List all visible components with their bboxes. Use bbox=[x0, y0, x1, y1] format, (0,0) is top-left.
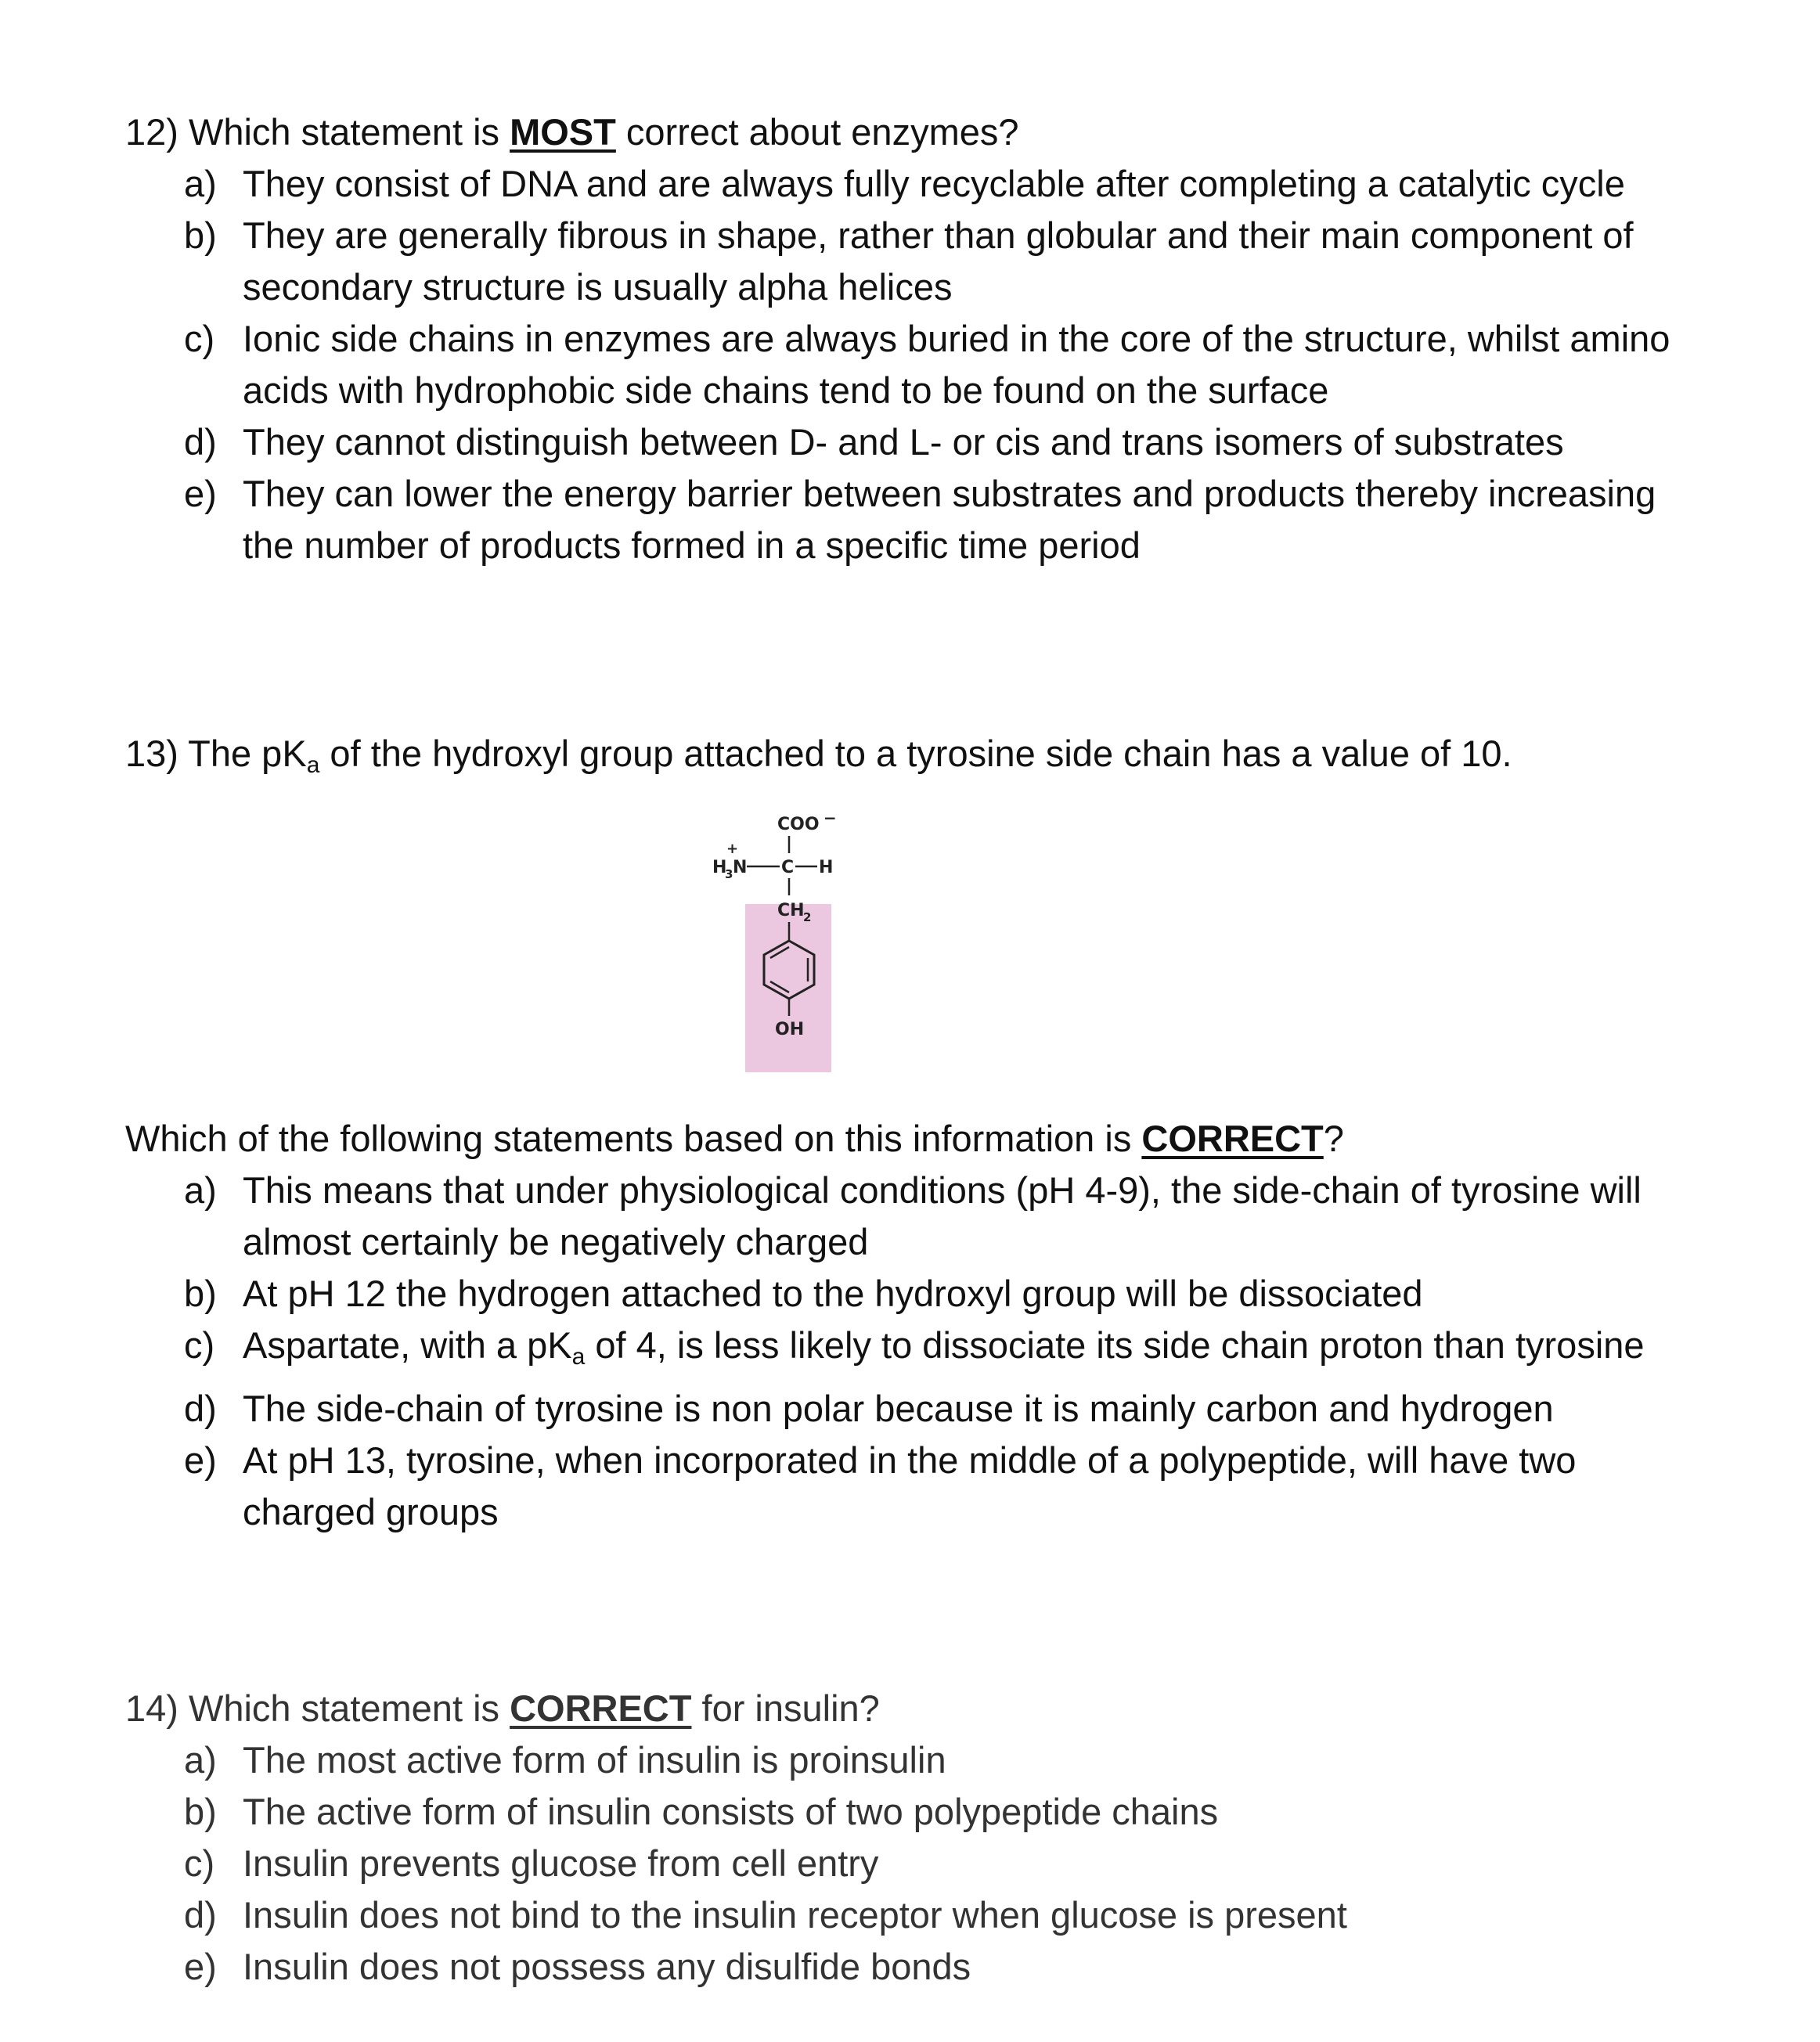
option-text: They cannot distinguish between D- and L- or cis and trans isomers of substrates bbox=[243, 421, 1564, 463]
option-a bbox=[125, 1734, 1691, 1786]
ch2-subscript: 2 bbox=[803, 910, 812, 924]
stem-text: 12) Which statement is bbox=[125, 111, 510, 153]
stem-text: ? bbox=[1323, 1118, 1344, 1159]
hydroxyl-label: OH bbox=[775, 1020, 805, 1039]
emphasis-most: MOST bbox=[510, 111, 616, 153]
option-e bbox=[125, 1435, 1691, 1538]
question-13 bbox=[125, 728, 1691, 791]
alpha-carbon-label: C bbox=[781, 858, 795, 877]
option-b bbox=[125, 210, 1691, 313]
question-12 bbox=[125, 106, 1691, 571]
amine-charge: + bbox=[726, 841, 739, 857]
option-label: a) bbox=[184, 1169, 217, 1211]
amine-h3-label: H bbox=[712, 858, 727, 877]
option-text: Ionic side chains in enzymes are always buried in the core of the structure, whilst amino acids with hydrophobic side chains tend to be found on the surface bbox=[243, 318, 1670, 411]
option-a bbox=[125, 1165, 1691, 1268]
question-14 bbox=[125, 1683, 1691, 1993]
option-c bbox=[125, 1838, 1691, 1889]
option-text: The side-chain of tyrosine is non polar because it is mainly carbon and hydrogen bbox=[243, 1388, 1554, 1429]
option-text: This means that under physiological conditions (pH 4-9), the side-chain of tyrosine will almost certainly be negatively charged bbox=[243, 1169, 1642, 1262]
option-label: e) bbox=[184, 1946, 217, 1987]
option-label: a) bbox=[184, 163, 217, 204]
option-label: d) bbox=[184, 421, 217, 463]
option-label: c) bbox=[184, 1842, 215, 1884]
stem-text: for insulin? bbox=[691, 1687, 880, 1729]
question-13-stem bbox=[125, 728, 1691, 791]
option-label: b) bbox=[184, 1791, 217, 1832]
option-text: They are generally fibrous in shape, rather than globular and their main component of secondary structure is usually alpha helices bbox=[243, 214, 1634, 308]
option-d bbox=[125, 416, 1691, 468]
stem-text: Which of the following statements based on this information is bbox=[125, 1118, 1142, 1159]
question-13-options bbox=[125, 1165, 1691, 1538]
option-text: Insulin prevents glucose from cell entry bbox=[243, 1842, 879, 1884]
amine-n-label: N bbox=[733, 858, 748, 877]
option-text: Insulin does not possess any disulfide bonds bbox=[243, 1946, 971, 1987]
question-12-stem bbox=[125, 106, 1691, 158]
option-b bbox=[125, 1268, 1691, 1320]
stem-text: 14) Which statement is bbox=[125, 1687, 510, 1729]
option-e bbox=[125, 468, 1691, 571]
question-13-body bbox=[125, 1113, 1691, 1538]
question-14-options bbox=[125, 1734, 1691, 1993]
question-14-stem bbox=[125, 1683, 1691, 1734]
option-label: e) bbox=[184, 1439, 217, 1481]
subscript: a bbox=[571, 1344, 586, 1370]
carboxylate-charge: − bbox=[824, 809, 837, 827]
option-d bbox=[125, 1889, 1691, 1941]
option-label: c) bbox=[184, 318, 215, 359]
emphasis-correct: CORRECT bbox=[1141, 1118, 1324, 1159]
option-text: of 4, is less likely to dissociate its side chain proton than tyrosine bbox=[585, 1324, 1645, 1366]
question-12-options bbox=[125, 158, 1691, 571]
option-text: The most active form of insulin is proinsulin bbox=[243, 1739, 946, 1781]
alpha-h-label: H bbox=[819, 858, 834, 877]
option-label: d) bbox=[184, 1894, 217, 1936]
option-b bbox=[125, 1786, 1691, 1838]
option-e bbox=[125, 1941, 1691, 1993]
amine-h3-subscript: 3 bbox=[725, 867, 733, 881]
option-text: Aspartate, with a pK bbox=[243, 1324, 572, 1366]
option-label: b) bbox=[184, 214, 217, 256]
subscript: a bbox=[306, 752, 320, 778]
option-d bbox=[125, 1383, 1691, 1435]
option-label: c) bbox=[184, 1324, 215, 1366]
ch2-label: CH bbox=[777, 901, 805, 920]
option-a bbox=[125, 158, 1691, 210]
option-label: a) bbox=[184, 1739, 217, 1781]
carboxylate-label: COO bbox=[777, 815, 820, 834]
stem-text: of the hydroxyl group attached to a tyrosine side chain has a value of 10. bbox=[319, 733, 1512, 774]
stem-text: correct about enzymes? bbox=[615, 111, 1019, 153]
option-text: The active form of insulin consists of two polypeptide chains bbox=[243, 1791, 1219, 1832]
option-label: d) bbox=[184, 1388, 217, 1429]
option-label: b) bbox=[184, 1273, 217, 1314]
emphasis-correct: CORRECT bbox=[510, 1687, 692, 1729]
option-label: e) bbox=[184, 473, 217, 514]
option-c bbox=[125, 1320, 1691, 1383]
option-text: They can lower the energy barrier between substrates and products thereby increasing the number of products formed in a specific time period bbox=[243, 473, 1656, 566]
option-text: Insulin does not bind to the insulin receptor when glucose is present bbox=[243, 1894, 1347, 1936]
option-c bbox=[125, 313, 1691, 416]
tyrosine-structure-diagram bbox=[689, 806, 861, 1072]
stem-text: 13) The pK bbox=[125, 733, 307, 774]
question-13-prompt bbox=[125, 1113, 1691, 1165]
option-text: At pH 12 the hydrogen attached to the hydroxyl group will be dissociated bbox=[243, 1273, 1423, 1314]
option-text: They consist of DNA and are always fully recyclable after completing a catalytic cycle bbox=[243, 163, 1625, 204]
option-text: At pH 13, tyrosine, when incorporated in the middle of a polypeptide, will have two charged groups bbox=[243, 1439, 1577, 1532]
